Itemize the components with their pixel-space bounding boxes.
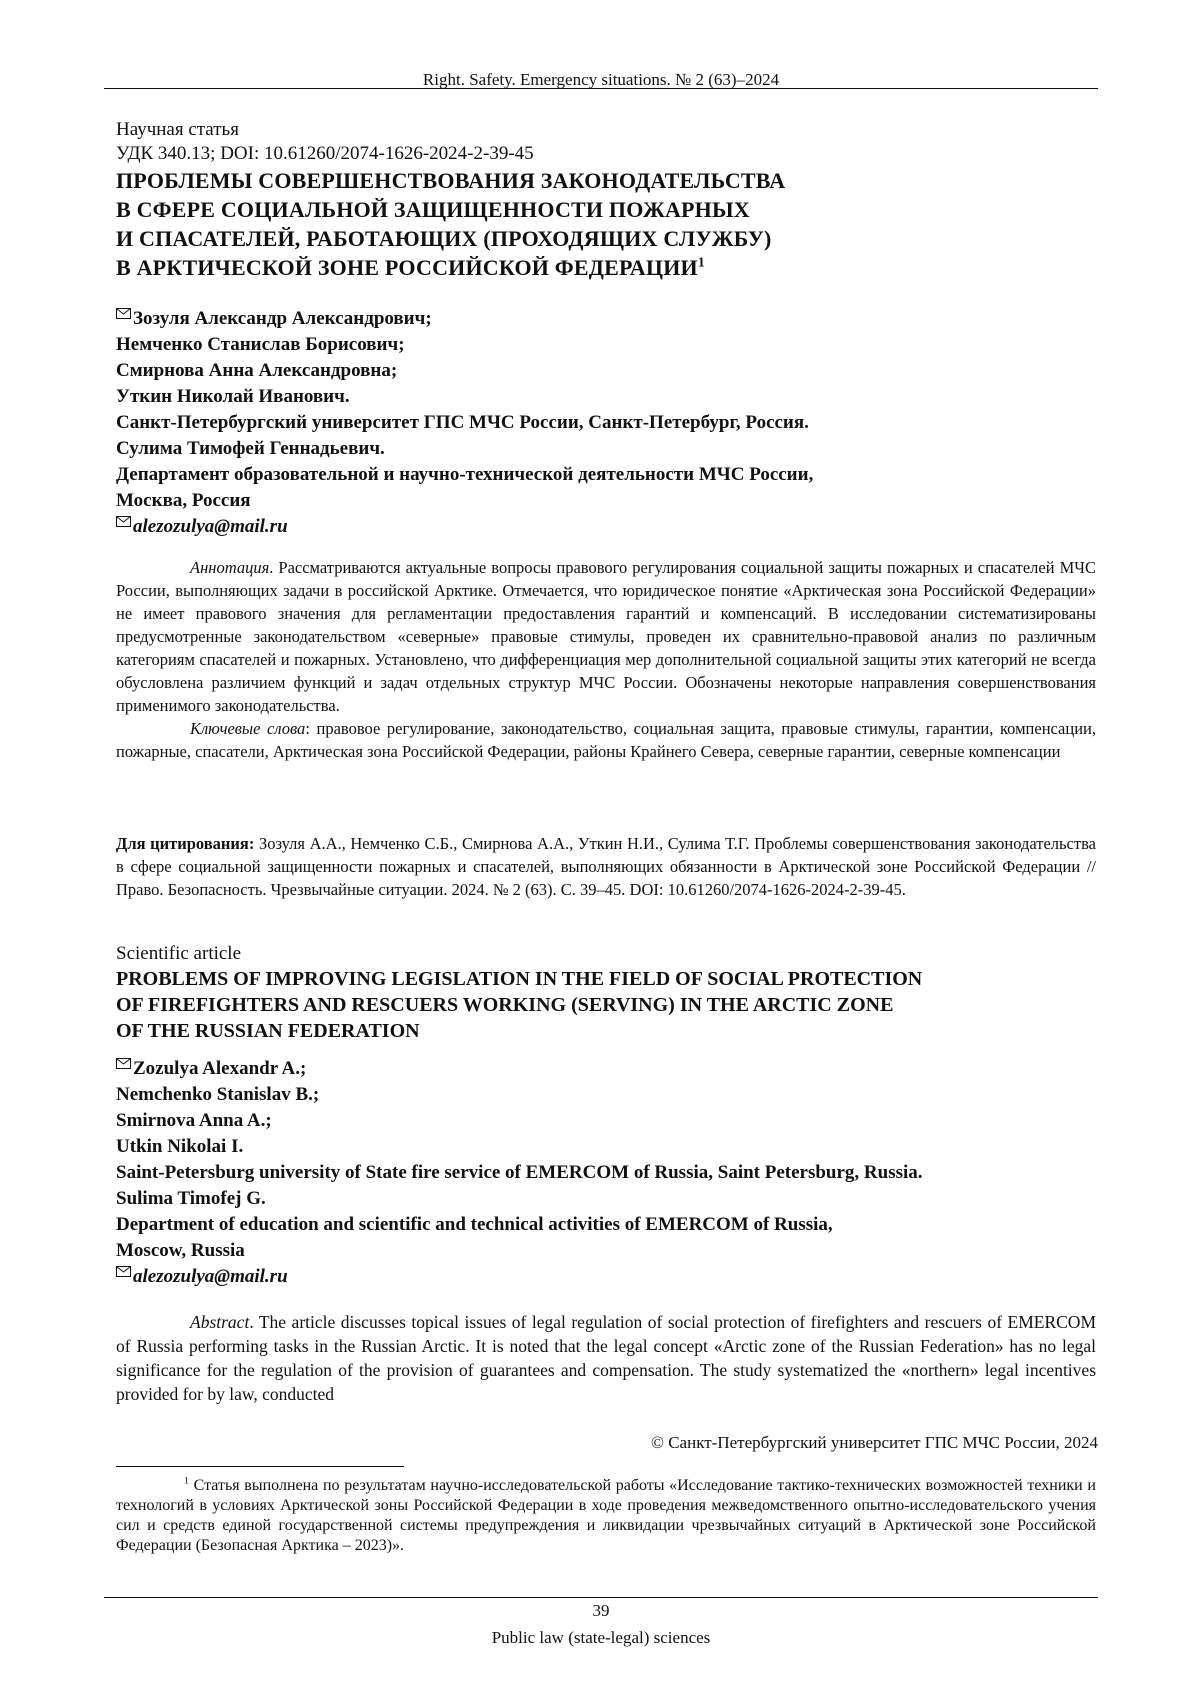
- author-line: Сулима Тимофей Геннадьевич.: [116, 438, 385, 459]
- author-line: [116, 1056, 1096, 1082]
- copyright: © Санкт-Петербургский университет ГПС МЧС России, 2024: [651, 1433, 1098, 1452]
- keywords-ru-label: Ключевые слова: [190, 719, 306, 738]
- running-header: Right. Safety. Emergency situations. № 2 (63)–2024: [422, 70, 780, 89]
- abstract-ru-text: . Рассматриваются актуальные вопросы правового регулирования социальной защиты пожарных и спасателей МЧС России, выполняющих задачи в российской Арктике. Отмечается, что юридическое понятие «Арктическая зона Российской Федерации» не имеет правового значения для регламентации предоставления гарантий и компенсаций. В исследовании систематизированы предусмотренные законодательством «северные» правовые стимулы, проведен их сравнительно-правовой анализ по различным категориям спасателей и пожарных. Установлено, что дифференциация мер дополнительной социальной защиты этих категорий не всегда обусловлена различием функций и задач отдельных структур МЧС России. Обозначены некоторые направления совершенствования применимого законодательства.: [116, 558, 1096, 715]
- footer-rule: [104, 1597, 1098, 1598]
- mail-icon: [116, 516, 131, 527]
- footnote-mark: 1: [184, 1475, 189, 1487]
- abstract-ru-label: Аннотация: [190, 558, 270, 577]
- affiliation-line: Department of education and scientific and technical activities of EMERCOM of Russia,: [116, 1214, 833, 1235]
- author-line: Немченко Станислав Борисович;: [116, 334, 405, 355]
- header-rule: [104, 88, 1098, 89]
- title-ru-line: В СФЕРЕ СОЦИАЛЬНОЙ ЗАЩИЩЕННОСТИ ПОЖАРНЫХ: [116, 197, 750, 222]
- citation-text: Зозуля А.А., Немченко С.Б., Смирнова А.А., Уткин Н.И., Сулима Т.Г. Проблемы совершенствования законодательства в сфере социальной защищенности пожарных и спасателей, выполняющих обязанности в Арктической зоне Российской Федерации // Право. Безопасность. Чрезвычайные ситуации. 2024. № 2 (63). С. 39–45. DOI: 10.61260/2074-1626-2024-2-39-45.: [116, 834, 1096, 899]
- footnote-rule: [116, 1466, 404, 1467]
- author-line: Nemchenko Stanislav B.;: [116, 1084, 320, 1105]
- author-email-link[interactable]: alezozulya@mail.ru: [133, 1266, 288, 1287]
- abstract-ru-paragraph: [116, 556, 1096, 717]
- author-name: Зозуля Александр Александрович;: [133, 308, 432, 329]
- title-ru-line-text: В АРКТИЧЕСКОЙ ЗОНЕ РОССИЙСКОЙ ФЕДЕРАЦИИ: [116, 255, 698, 280]
- udc-doi: УДК 340.13; DOI: 10.61260/2074-1626-2024-2-39-45: [116, 143, 534, 164]
- affiliation-line: Москва, Россия: [116, 490, 251, 511]
- keywords-ru-text: : правовое регулирование, законодательство, социальная защита, правовые стимулы, гарантии, компенсации, пожарные, спасатели, Арктическая зона Российской Федерации, районы Крайнего Севера, северные гарантии, северные компенсации: [116, 719, 1096, 761]
- author-name: Zozulya Alexandr A.;: [133, 1058, 307, 1079]
- title-ru-line: И СПАСАТЕЛЕЙ, РАБОТАЮЩИХ (ПРОХОДЯЩИХ СЛУЖБУ): [116, 226, 772, 251]
- abstract-en: [116, 1310, 1096, 1406]
- title-en: [116, 966, 1096, 1044]
- abstract-en-paragraph: [116, 1310, 1096, 1406]
- title-footnote-mark: 1: [697, 254, 705, 270]
- mail-icon: [116, 1058, 131, 1069]
- section-footer: Public law (state-legal) sciences: [491, 1628, 711, 1647]
- title-en-line: OF THE RUSSIAN FEDERATION: [116, 1020, 420, 1042]
- author-line: Уткин Николай Иванович.: [116, 386, 350, 407]
- affiliation-line: Moscow, Russia: [116, 1240, 245, 1261]
- author-line: Utkin Nikolai I.: [116, 1136, 244, 1157]
- author-line: Smirnova Anna A.;: [116, 1110, 272, 1131]
- title-en-line: OF FIREFIGHTERS AND RESCUERS WORKING (SERVING) IN THE ARCTIC ZONE: [116, 994, 894, 1016]
- footnote-text: Статья выполнена по результатам научно-исследовательской работы «Исследование тактико-технических возможностей техники и технологий в условиях Арктической зоны Российской Федерации в ходе проведения межведомственного опытно-исследовательского учения сил и средств единой государственной системы предупреждения и ликвидации чрезвычайных ситуаций в Арктической зоне Российской Федерации (Безопасная Арктика – 2023)».: [116, 1477, 1096, 1554]
- author-line: Sulima Timofej G.: [116, 1188, 266, 1209]
- affiliation-line: Департамент образовательной и научно-технической деятельности МЧС России,: [116, 464, 814, 485]
- abstract-en-label: Abstract: [190, 1312, 250, 1332]
- affiliation-line: Санкт-Петербургский университет ГПС МЧС России, Санкт-Петербург, Россия.: [116, 412, 809, 433]
- title-en-line: PROBLEMS OF IMPROVING LEGISLATION IN THE FIELD OF SOCIAL PROTECTION: [116, 968, 923, 990]
- author-line: [116, 306, 1096, 332]
- citation-label: Для цитирования:: [116, 834, 255, 853]
- article-kind-en: Scientific article: [116, 943, 242, 964]
- footnote: [116, 1476, 1096, 1556]
- affiliation-line: Saint-Petersburg university of State fire service of EMERCOM of Russia, Saint Petersburg, Russia.: [116, 1162, 923, 1183]
- abstract-en-text: . The article discusses topical issues of legal regulation of social protection of firefighters and rescuers of EMERCOM of Russia performing tasks in the Russian Arctic. It is noted that the legal concept «Arctic zone of the Russian Federation» has no legal significance for the regulation of the provision of guarantees and compensation. The study systematized the «northern» legal incentives provided for by law, conducted: [116, 1312, 1096, 1404]
- citation-ru: [116, 832, 1096, 901]
- title-ru-line: [116, 253, 1096, 282]
- keywords-ru-paragraph: [116, 717, 1096, 763]
- page-number: 39: [592, 1601, 610, 1620]
- article-kind-ru: Научная статья: [116, 119, 239, 140]
- footnote-paragraph: [116, 1476, 1096, 1556]
- email-line: [116, 514, 1096, 540]
- title-ru-line: ПРОБЛЕМЫ СОВЕРШЕНСТВОВАНИЯ ЗАКОНОДАТЕЛЬСТВА: [116, 168, 786, 193]
- author-line: Смирнова Анна Александровна;: [116, 360, 398, 381]
- authors-ru: [116, 306, 1096, 540]
- author-email-link[interactable]: alezozulya@mail.ru: [133, 516, 288, 537]
- title-ru: [116, 166, 1096, 282]
- authors-en: [116, 1056, 1096, 1290]
- abstract-ru: [116, 556, 1096, 763]
- mail-icon: [116, 308, 131, 319]
- mail-icon: [116, 1266, 131, 1277]
- citation-paragraph: [116, 832, 1096, 901]
- email-line: [116, 1264, 1096, 1290]
